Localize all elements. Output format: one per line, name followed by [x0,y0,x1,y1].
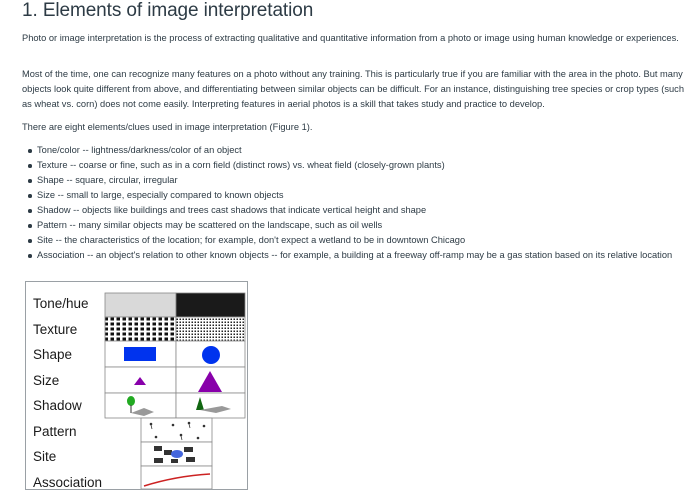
label-site: Site [26,444,108,470]
elements-figure [25,281,248,490]
dark-tone-swatch [176,293,245,317]
circle-shape [202,346,220,364]
label-tone-hue: Tone/hue [26,291,108,317]
list-item: Size -- small to large, especially compared to known objects [22,188,682,203]
tone-cells [105,293,245,317]
label-texture: Texture [26,317,108,343]
size-cells [105,367,245,393]
texture-cells [105,317,245,341]
label-shadow: Shadow [26,393,108,419]
elements-intro-paragraph: There are eight elements/clues used in image interpretation (Figure 1). [22,120,686,135]
label-association: Association [26,470,108,495]
shape-cells [105,341,245,367]
label-size: Size [26,368,108,394]
coarse-texture-swatch [105,317,176,341]
list-item: Site -- the characteristics of the location; for example, don't expect a wetland to be in downtown Chicago [22,233,682,248]
section-heading: 1. Elements of image interpretation [22,0,313,22]
site-cell [141,442,212,466]
list-item: Association -- an object's relation to other known objects -- for example, a building at a freeway off-ramp may be a gas station based on its relative location [22,248,682,263]
tree-crown [127,396,135,406]
clues-list [22,143,682,263]
list-item: Shadow -- objects like buildings and trees cast shadows that indicate vertical height and shape [22,203,682,218]
fine-texture-swatch [176,317,245,341]
list-item: Shape -- square, circular, irregular [22,173,682,188]
site-pond [171,450,183,458]
list-item: Tone/color -- lightness/darkness/color of an object [22,143,682,158]
light-tone-swatch [105,293,176,317]
pattern-cell [141,418,212,442]
explanation-paragraph: Most of the time, one can recognize many features on a photo without any training. This is particularly true if you are familiar with the area in the photo. But many objects look quite different from above, and differentiating between similar objects can be difficult. For an instance, distinguishing tree species or crop types (such as wheat vs. corn) does not come easily. Interpreting features in aerial photos is a skill that takes study and practice to develop. [22,67,686,112]
association-cell [141,466,212,489]
square-shape [124,347,156,361]
list-item: Pattern -- many similar objects may be scattered on the landscape, such as oil wells [22,218,682,233]
label-shape: Shape [26,342,108,368]
intro-paragraph: Photo or image interpretation is the process of extracting qualitative and quantitative information from a photo or image using human knowledge or experiences. [22,31,686,46]
figure-illustration [26,282,247,489]
shadow-cells [105,393,245,418]
list-item: Texture -- coarse or fine, such as in a corn field (distinct rows) vs. wheat field (closely-grown plants) [22,158,682,173]
label-pattern: Pattern [26,419,108,445]
